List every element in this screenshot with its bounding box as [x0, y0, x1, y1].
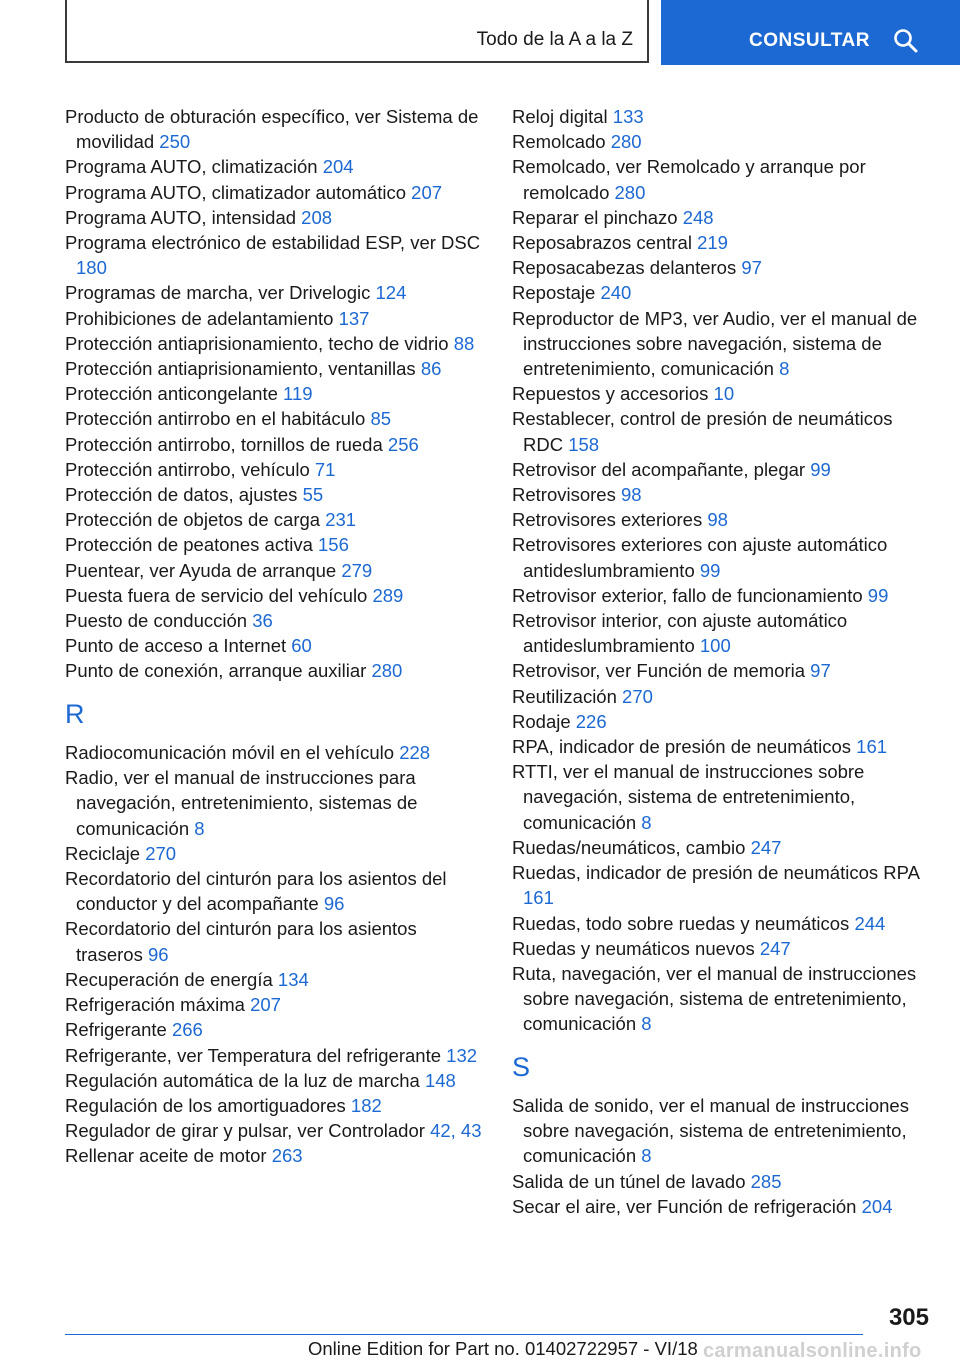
index-entry [65, 841, 483, 866]
index-entry [65, 230, 483, 280]
index-entry [512, 1194, 930, 1219]
page-reference-link[interactable]: 55 [302, 484, 324, 506]
index-entry-text: Puesto de conducción [65, 610, 253, 632]
index-entry-text: Regulación de los amortiguadores [65, 1094, 351, 1116]
index-entry [512, 154, 930, 204]
index-entry [512, 532, 930, 582]
index-entry-text: Recuperación de energía [65, 968, 278, 990]
consult-label: CONSULTAR [749, 30, 870, 51]
page-reference-link[interactable]: 158 [568, 433, 600, 455]
index-entry [65, 154, 483, 179]
page-reference-link[interactable]: 182 [350, 1094, 382, 1116]
index-entry [65, 658, 483, 683]
index-entry [65, 457, 483, 482]
page-reference-link[interactable]: 244 [854, 912, 886, 934]
index-entry-text: Salida de sonido, ver el manual de instrucciones sobre navegación, sistema de entretenimiento, comunicación [512, 1094, 909, 1167]
index-entry-text: Repostaje [512, 282, 601, 304]
index-entry [512, 835, 930, 860]
page-reference-link[interactable]: 97 [810, 660, 831, 682]
index-entry-text: Puentear, ver Ayuda de arranque [65, 559, 342, 581]
index-entry-text: RPA, indicador de presión de neumáticos [512, 736, 857, 758]
index-entry-text: Ruedas/neumáticos, cambio [512, 836, 751, 858]
index-entry [65, 205, 483, 230]
page-number: 305 [888, 1304, 929, 1331]
index-entry [512, 507, 930, 532]
page-reference-link[interactable]: 99 [699, 559, 721, 581]
page-reference-link[interactable]: 148 [424, 1069, 456, 1091]
page-reference-link[interactable]: 231 [325, 509, 357, 531]
page-reference-link[interactable]: 270 [145, 842, 177, 864]
index-entry-text: Protección antirrobo, vehículo [65, 458, 315, 480]
index-entry-text: Programas de marcha, ver Drivelogic [65, 282, 376, 304]
index-entry-text: Radio, ver el manual de instrucciones para navegación, entretenimiento, sistemas de comunicación [65, 767, 418, 839]
index-entry-text: Retrovisor del acompañante, plegar [512, 458, 811, 480]
footer-edition-text: Online Edition for Part no. 01402722957 - VI/18 [308, 1338, 698, 1359]
page-reference-link[interactable]: 71 [314, 458, 336, 480]
page-reference-link[interactable]: 8 [641, 1145, 652, 1167]
tab-todo-de-la-a-a-la-z[interactable] [65, 0, 649, 63]
index-entry [65, 1118, 483, 1143]
page-reference-link[interactable]: 99 [867, 584, 889, 606]
index-entry [512, 658, 930, 683]
index-entry-text: Reproductor de MP3, ver Audio, ver el manual de instrucciones sobre navegación, sistema de entretenimiento, comunicación [512, 307, 918, 380]
index-entry [512, 381, 930, 406]
page-reference-link[interactable]: 119 [283, 383, 313, 405]
index-entry-text: Radiocomunicación móvil en el vehículo [65, 742, 400, 764]
index-entry-text: Protección antiaprisionamiento, techo de vidrio [65, 332, 454, 354]
index-entry-text: Programa AUTO, intensidad [65, 206, 302, 228]
index-entry-text: Regulación automática de la luz de marcha [65, 1069, 425, 1091]
index-entry [65, 306, 483, 331]
index-entry-text: RTTI, ver el manual de instrucciones sobre navegación, sistema de entretenimiento, comunicación [512, 761, 865, 833]
page-reference-link[interactable]: 247 [750, 836, 782, 858]
index-entry-text: Reparar el pinchazo [512, 206, 683, 228]
page-reference-link[interactable]: 270 [622, 685, 653, 707]
page-reference-link[interactable]: 96 [147, 943, 169, 965]
page-reference-link[interactable]: 124 [375, 282, 407, 304]
index-entry [65, 967, 483, 992]
index-entry-text: Retrovisores [512, 484, 621, 506]
index-entry [512, 709, 930, 734]
page-reference-link[interactable]: 60 [291, 635, 312, 657]
index-entry [512, 734, 930, 759]
index-entry [65, 356, 483, 381]
index-entry [512, 684, 930, 709]
index-entry [65, 381, 483, 406]
index-entry-text: Protección de peatones activa [65, 534, 318, 556]
page-reference-link[interactable]: 42, 43 [430, 1120, 482, 1142]
index-entry-text: Ruedas y neumáticos nuevos [512, 937, 760, 959]
index-entry-text: Recordatorio del cinturón para los asientos del conductor y del acompañante [65, 868, 447, 915]
page-reference-link[interactable]: 161 [856, 736, 888, 758]
index-entry-text: Programa electrónico de estabilidad ESP, ver DSC [65, 232, 481, 254]
index-entry [65, 916, 483, 966]
page-reference-link[interactable]: 279 [341, 559, 373, 581]
page-reference-link[interactable]: 204 [322, 156, 354, 178]
index-entry [65, 1017, 483, 1042]
index-entry-text: Restablecer, control de presión de neumáticos RDC [512, 408, 893, 455]
page-reference-link[interactable]: 240 [600, 282, 632, 304]
index-entry-text: Ruedas, todo sobre ruedas y neumáticos [512, 912, 855, 934]
page-reference-link[interactable]: 280 [610, 131, 642, 153]
page-reference-link[interactable]: 10 [713, 383, 735, 405]
index-entry [512, 482, 930, 507]
page-reference-link[interactable]: 133 [612, 106, 644, 127]
page-reference-link[interactable]: 8 [779, 358, 790, 380]
index-entry [512, 911, 930, 936]
page-reference-link[interactable]: 100 [699, 635, 731, 657]
index-entry-text: Punto de conexión, arranque auxiliar [65, 660, 372, 682]
page-reference-link[interactable]: 285 [750, 1170, 782, 1192]
page-reference-link[interactable]: 98 [707, 509, 728, 531]
index-entry [512, 936, 930, 961]
index-column-left [65, 104, 483, 1169]
page-reference-link[interactable]: 248 [682, 206, 714, 228]
page-reference-link[interactable]: 132 [446, 1044, 478, 1066]
index-entry [65, 331, 483, 356]
index-entry-text: Recordatorio del cinturón para los asientos traseros [65, 918, 417, 965]
index-entry [65, 866, 483, 916]
index-entry-text: Protección antirrobo, tornillos de rueda [65, 433, 388, 455]
search-icon [893, 28, 919, 54]
page-reference-link[interactable]: 208 [301, 206, 333, 228]
index-entry [512, 961, 930, 1037]
index-entry-text: Refrigeración máxima [65, 994, 251, 1016]
index-entry [512, 759, 930, 835]
index-entry-text: Puesta fuera de servicio del vehículo [65, 584, 373, 606]
index-entry-text: Protección de datos, ajustes [65, 484, 303, 506]
index-entry-text: Refrigerante [65, 1019, 172, 1041]
page-reference-link[interactable]: 96 [323, 893, 345, 915]
index-entry-text: Retrovisor interior, con ajuste automático antideslumbramiento [512, 610, 848, 657]
index-entry-text: Producto de obturación específico, ver Sistema de movilidad [65, 106, 479, 153]
section-letter-heading: S [512, 1051, 531, 1082]
index-entry [512, 280, 930, 305]
index-entry-text: Salida de un túnel de lavado [512, 1170, 751, 1192]
index-entry-text: Retrovisor exterior, fallo de funcionamiento [512, 584, 868, 606]
page-reference-link[interactable]: 8 [194, 817, 205, 839]
index-entry [65, 992, 483, 1017]
index-entry-text: Reloj digital [512, 106, 613, 127]
index-entry [65, 532, 483, 557]
page-reference-link[interactable]: 161 [523, 887, 554, 909]
index-entry-text: Retrovisor, ver Función de memoria [512, 660, 811, 682]
index-entry-text: Reposabrazos central [512, 232, 698, 254]
index-entry [512, 583, 930, 608]
index-entry-text: Retrovisores exteriores [512, 509, 708, 531]
index-entry [65, 507, 483, 532]
index-entry [65, 740, 483, 765]
index-entry-text: Punto de acceso a Internet [65, 635, 292, 657]
index-entry-text: Rellenar aceite de motor [65, 1145, 272, 1167]
page-reference-link[interactable]: 99 [810, 458, 831, 480]
page-reference-link[interactable]: 85 [370, 408, 392, 430]
page-reference-link[interactable]: 134 [277, 968, 309, 990]
page-reference-link[interactable]: 250 [159, 131, 191, 153]
page-reference-link[interactable]: 88 [453, 332, 475, 354]
index-entry [512, 608, 930, 658]
index-entry [512, 230, 930, 255]
page-reference-link[interactable]: 247 [759, 937, 791, 959]
index-entry-text: Secar el aire, ver Función de refrigeración [512, 1195, 862, 1217]
index-entry-text: Ruta, navegación, ver el manual de instrucciones sobre navegación, sistema de entretenimiento, comunicación [512, 962, 917, 1035]
index-entry [512, 104, 930, 129]
index-entry [512, 129, 930, 154]
page-reference-link[interactable]: 137 [338, 307, 370, 329]
index-entry-text: Protección anticongelante [65, 383, 284, 405]
page-reference-link[interactable]: 207 [411, 181, 443, 203]
index-entry [65, 104, 483, 154]
index-entry [65, 583, 483, 608]
footer-divider [65, 1334, 863, 1335]
consult-button[interactable] [661, 0, 960, 65]
index-entry [65, 406, 483, 431]
index-entry [512, 255, 930, 280]
index-entry-text: Remolcado, ver Remolcado y arranque por remolcado [512, 156, 866, 203]
page-reference-link[interactable]: 280 [614, 181, 646, 203]
index-entry [512, 205, 930, 230]
page-reference-link[interactable]: 280 [371, 660, 403, 682]
index-entry [65, 280, 483, 305]
index-entry [512, 1169, 930, 1194]
page-reference-link[interactable]: 86 [420, 358, 442, 380]
page-reference-link[interactable]: 8 [641, 1013, 652, 1035]
index-entry [512, 457, 930, 482]
index-entry [512, 1093, 930, 1169]
index-entry [512, 406, 930, 456]
index-entry [65, 1068, 483, 1093]
page-reference-link[interactable]: 266 [171, 1019, 203, 1041]
page-reference-link[interactable]: 289 [372, 584, 404, 606]
index-entry-text: Refrigerante, ver Temperatura del refrigerante [65, 1044, 447, 1066]
page-reference-link[interactable]: 36 [252, 610, 273, 632]
watermark-logo: carmanualsonline.info [703, 1340, 922, 1362]
index-entry [65, 180, 483, 205]
index-entry-text: Prohibiciones de adelantamiento [65, 307, 339, 329]
index-entry [65, 1043, 483, 1068]
page-reference-link[interactable]: 256 [387, 433, 419, 455]
index-entry-text: Programa AUTO, climatizador automático [65, 181, 412, 203]
index-entry [65, 1093, 483, 1118]
index-entry [65, 1143, 483, 1168]
index-entry-text: Ruedas, indicador de presión de neumáticos RPA [512, 862, 919, 884]
page-reference-link[interactable]: 97 [741, 257, 762, 279]
index-entry-text: Remolcado [512, 131, 611, 153]
index-entry-text: Reciclaje [65, 842, 146, 864]
index-entry-text: Protección de objetos de carga [65, 509, 326, 531]
page-reference-link[interactable]: 226 [575, 710, 607, 732]
page-reference-link[interactable]: 156 [318, 534, 349, 556]
tab-label: Todo de la A a la Z [476, 29, 633, 50]
index-entry-text: Repuestos y accesorios [512, 383, 714, 405]
page-reference-link[interactable]: 263 [271, 1145, 303, 1167]
index-entry-text: Reposacabezas delanteros [512, 257, 742, 279]
index-entry [65, 432, 483, 457]
index-entry [512, 306, 930, 382]
page-reference-link[interactable]: 98 [620, 484, 642, 506]
index-entry-text: Programa AUTO, climatización [65, 156, 323, 178]
index-entry [65, 482, 483, 507]
index-entry-text: Protección antirrobo en el habitáculo [65, 408, 371, 430]
index-entry [65, 608, 483, 633]
index-entry-text: Rodaje [512, 710, 576, 732]
index-entry [65, 558, 483, 583]
section-letter-heading: R [65, 698, 85, 729]
page-reference-link[interactable]: 228 [399, 742, 431, 764]
page-reference-link[interactable]: 8 [641, 811, 652, 833]
page-reference-link[interactable]: 180 [76, 257, 107, 279]
index-entry-text: Retrovisores exteriores con ajuste automático antideslumbramiento [512, 534, 888, 581]
index-entry [512, 860, 930, 910]
page-reference-link[interactable]: 219 [697, 232, 728, 254]
index-entry-text: Regulador de girar y pulsar, ver Controlador [65, 1120, 431, 1142]
index-entry-text: Protección antiaprisionamiento, ventanillas [65, 358, 421, 380]
index-entry [65, 633, 483, 658]
page-reference-link[interactable]: 204 [861, 1195, 893, 1217]
page-reference-link[interactable]: 207 [250, 994, 281, 1016]
index-column-right [512, 104, 930, 1219]
index-entry-text: Reutilización [512, 685, 623, 707]
index-entry [65, 765, 483, 841]
